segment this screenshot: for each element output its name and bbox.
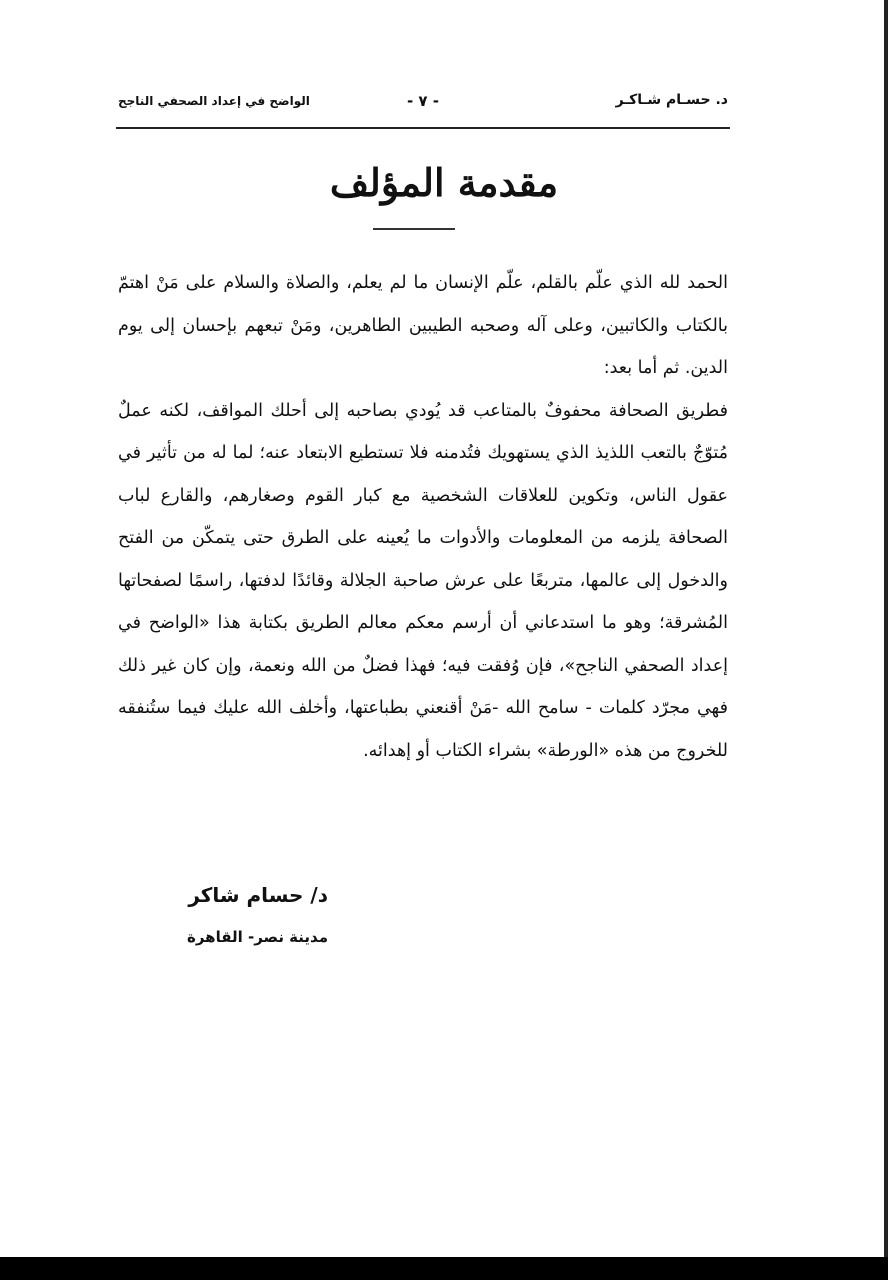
signature-name: د/ حسام شاكر (188, 883, 328, 907)
signature-block (187, 878, 328, 952)
paragraph-main: فطريق الصحافة محفوفٌ بالمتاعب قد يُودي بصاحبه إلى أحلك المواقف، لكنه عملٌ مُتوّجٌ بالتعب اللذيذ الذي يستهويك فتُدمنه فلا تستطيع الابتعاد عنه؛ لما له من تأثير في عقول الناس، وتكوين للعلاقات الشخصية مع كبار القوم وصغارهم، والقارع لباب الصحافة يلزمه من المعلومات والأدوات ما يُعينه على الطرق حتى يتمكّن من الفتح والدخول إلى عالمها، متربعًا على عرش صاحبة الجلالة وقائدًا لدفتها، راسمًا لصفحاتها المُشرقة؛ وهو ما استدعاني أن أرسم معكم معالم الطريق بكتابة هذا «الواضح في إعداد الصحفي الناجح»، فإن وُفقت فيه؛ فهذا فضلٌ من الله ونعمة، وإن كان غير ذلك فهي مجرّد كلمات - سامح الله -مَنْ أقنعني بطباعتها، وأخلف الله عليك فيما ستُنفقه للخروج من هذه «الورطة» بشراء الكتاب أو إهدائه. (118, 400, 728, 761)
bottom-bar (0, 1257, 888, 1280)
title-divider (373, 228, 455, 230)
page-number: - ٧ - (406, 92, 440, 110)
header-rule (116, 127, 730, 129)
header-book-title: الواضح في إعداد الصحفي الناجح (118, 94, 310, 108)
page-header (118, 90, 728, 114)
signature-place: مدينة نصر- القاهرة (186, 928, 328, 946)
paragraph-intro: الحمد لله الذي علّم بالقلم، علّم الإنسان ما لم يعلم، والصلاة والسلام على مَنْ اهتمّ بالكتاب والكاتبين، وعلى آله وصحبه الطيبين الطاهرين، ومَنْ تبعهم بإحسان إلى يوم الدين. ثم أما بعد: (118, 273, 728, 378)
body-text (118, 262, 728, 772)
header-author: د. حسـام شـاكـر (615, 92, 728, 108)
page-edge (884, 0, 888, 1257)
page-title: مقدمة المؤلف (329, 160, 559, 205)
